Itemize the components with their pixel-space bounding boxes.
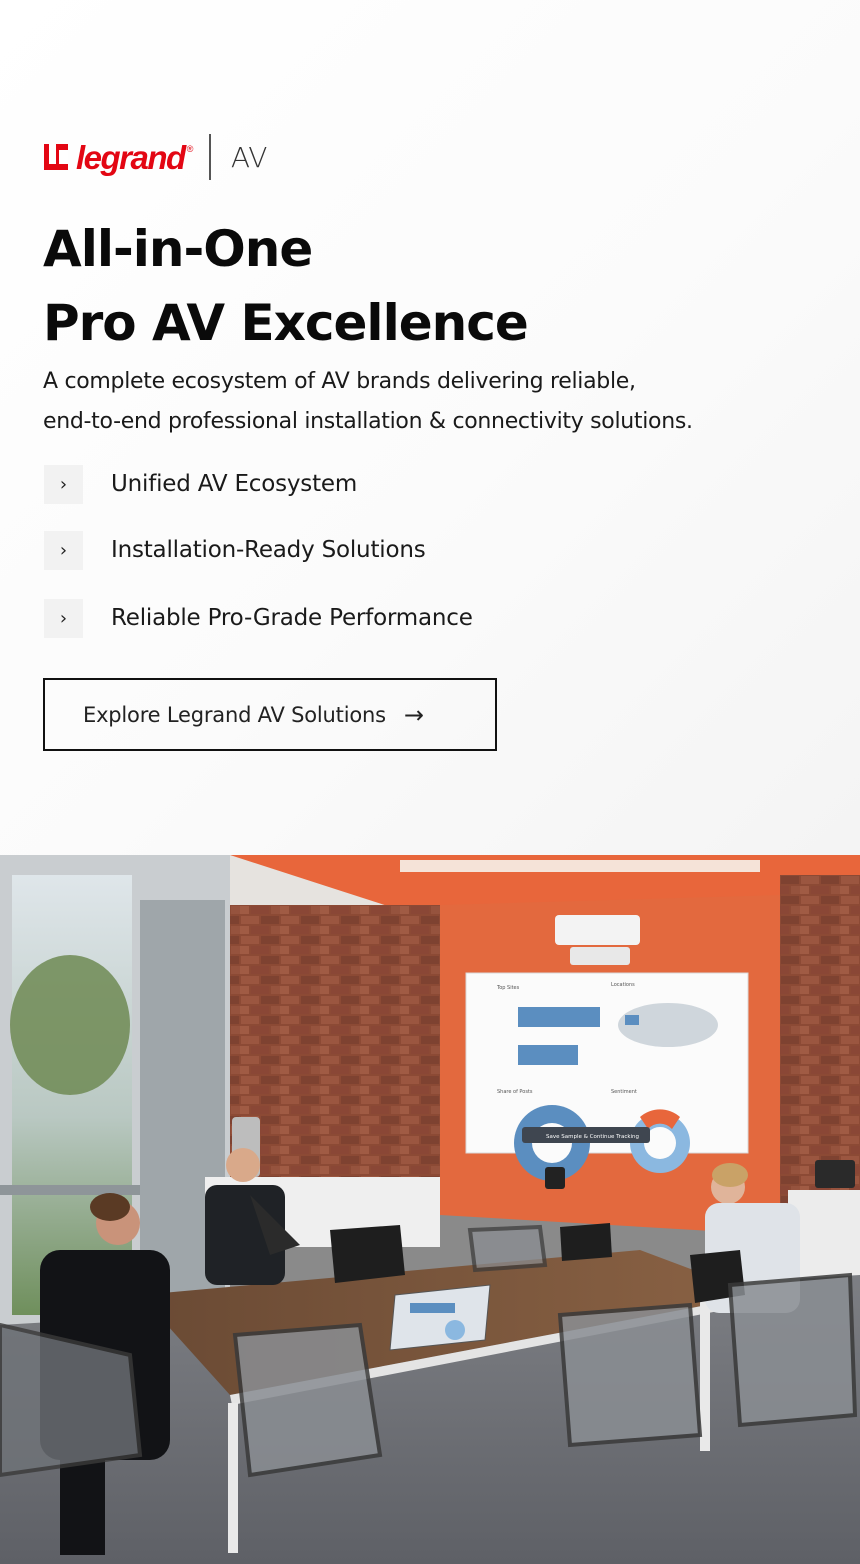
coffee-mug — [545, 1167, 565, 1189]
chevron-right-icon: › — [44, 465, 83, 504]
feature-label: Reliable Pro-Grade Performance — [111, 605, 473, 631]
explore-solutions-button[interactable] — [43, 678, 497, 751]
brand-wordmark: legrand — [76, 138, 185, 176]
feature-label: Unified AV Ecosystem — [111, 471, 358, 497]
screen-panel-locations: Locations — [611, 982, 635, 988]
laptop-2 — [390, 1285, 490, 1350]
feature-item — [44, 598, 824, 638]
title-line-2: Pro AV Excellence — [43, 294, 528, 352]
screen-panel-sentiment: Sentiment — [611, 1089, 637, 1095]
registered-mark: ® — [186, 144, 194, 154]
screen-bar-1 — [518, 1007, 600, 1027]
screen-panel-share-of-posts: Share of Posts — [497, 1089, 533, 1095]
screen-bar-2 — [518, 1045, 578, 1065]
window-mullion — [0, 1185, 140, 1195]
screen-save-label: Save Sample & Continue Tracking — [546, 1134, 640, 1140]
brand-division: AV — [230, 140, 268, 174]
tree — [10, 955, 130, 1095]
page-subtitle — [43, 362, 843, 442]
screen-panel-top-sites: Top Sites — [497, 985, 520, 991]
conference-room-photo — [0, 855, 860, 1564]
brick-wall-left — [230, 905, 450, 1215]
page-title — [43, 212, 823, 360]
feature-label: Installation-Ready Solutions — [111, 537, 426, 563]
laptop-1 — [330, 1225, 405, 1283]
projection-screen — [466, 973, 748, 1153]
chevron-right-icon: › — [44, 599, 83, 638]
phone-icon — [815, 1160, 855, 1188]
conference-room-illustration — [0, 855, 860, 1564]
legrand-mark-icon — [44, 144, 68, 170]
feature-item — [44, 464, 824, 504]
laptop-3 — [560, 1223, 612, 1261]
brand-divider — [209, 134, 211, 180]
feature-item — [44, 530, 824, 570]
subtitle-line-2: end-to-end professional installation & connectivity solutions. — [43, 409, 693, 434]
arrow-right-icon: → — [403, 700, 424, 729]
chevron-right-icon: › — [44, 531, 83, 570]
ceiling-light — [400, 860, 760, 872]
brand-logo[interactable] — [44, 134, 267, 180]
title-line-1: All-in-One — [43, 220, 313, 278]
projector-icon — [555, 915, 640, 945]
window-pane-1 — [12, 875, 132, 1315]
cta-label: Explore Legrand AV Solutions — [83, 702, 386, 727]
subtitle-line-1: A complete ecosystem of AV brands delivering reliable, — [43, 369, 636, 394]
